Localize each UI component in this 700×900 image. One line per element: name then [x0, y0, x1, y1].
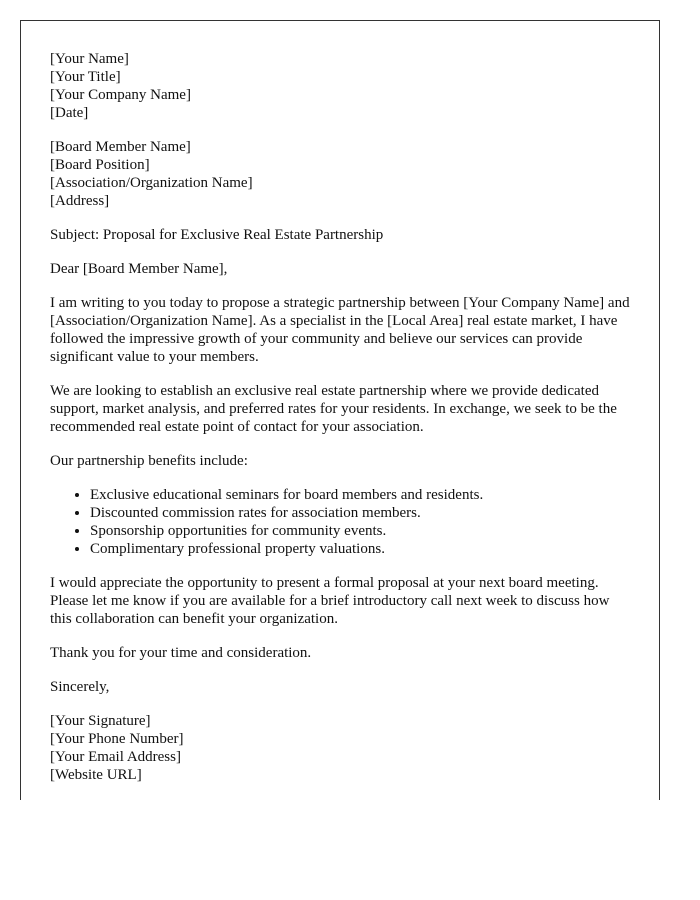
body-paragraph-benefits-intro: Our partnership benefits include: [50, 453, 248, 469]
list-item: • Exclusive educational seminars for board members and residents. [90, 486, 631, 504]
body-paragraph-request: I would appreciate the opportunity to present a formal proposal at your next board meeting. Please let me know if you are available for a brief introductory call next week to discuss how this collaboration can benefit your organization. [50, 575, 610, 627]
benefits-list [50, 486, 631, 558]
website-url: [Website URL] [50, 767, 142, 783]
phone-number: [Your Phone Number] [50, 731, 184, 747]
recipient-position: [Board Position] [50, 157, 150, 173]
letter-date: [Date] [50, 105, 89, 121]
signoff: Sincerely, [50, 679, 110, 695]
body-paragraph-thanks: Thank you for your time and consideration. [50, 645, 312, 661]
list-item: • Complimentary professional property valuations. [90, 540, 631, 558]
subject-line: Subject: Proposal for Exclusive Real Estate Partnership [50, 227, 384, 243]
recipient-name: [Board Member Name] [50, 139, 191, 155]
recipient-address: [Address] [50, 193, 110, 209]
letter-page [20, 20, 660, 800]
signature-placeholder: [Your Signature] [50, 713, 151, 729]
list-item: • Sponsorship opportunities for community events. [90, 522, 631, 540]
recipient-organization: [Association/Organization Name] [50, 175, 253, 191]
list-item: • Discounted commission rates for association members. [90, 504, 631, 522]
sender-company: [Your Company Name] [50, 87, 191, 103]
signature-block [50, 712, 631, 784]
recipient-block [50, 138, 631, 210]
salutation: Dear [Board Member Name], [50, 261, 228, 277]
sender-name: [Your Name] [50, 51, 129, 67]
body-paragraph-offer: We are looking to establish an exclusive real estate partnership where we provide dedicated support, market analysis, and preferred rates for your residents. In exchange, we seek to be the recommended real estate point of contact for your association. [50, 383, 617, 435]
email-address: [Your Email Address] [50, 749, 181, 765]
sender-block [50, 50, 631, 122]
body-paragraph-intro: I am writing to you today to propose a strategic partnership between [Your Company Name] and [Association/Organization Name]. As a specialist in the [Local Area] real estate market, I have followed the impressive growth of your community and believe our services can provide significant value to your members. [50, 295, 630, 365]
sender-title: [Your Title] [50, 69, 121, 85]
